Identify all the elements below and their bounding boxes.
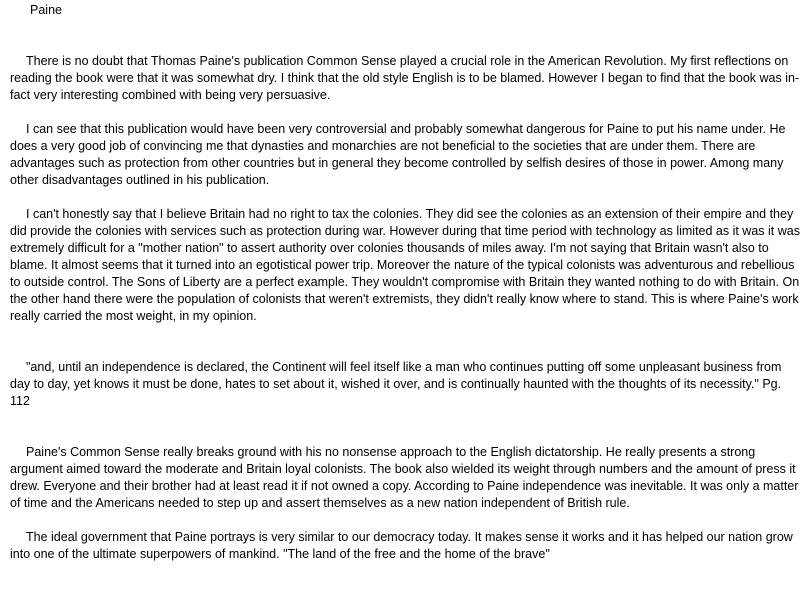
paragraph-ideal-government: The ideal government that Paine portrays is very similar to our democracy today. It makes sense it works and it has helped our nation grow into one of the ultimate superpowers of mankind. "The land of the free and the home of the brave" bbox=[10, 530, 793, 561]
paragraph-intro: There is no doubt that Thomas Paine's publication Common Sense played a crucial role in the American Revolution. My first reflections on reading the book were that it was somewhat dry. I think that the old style English is to be blamed. However I began to find that the book was in-fact very interesting combined with being very persuasive. bbox=[10, 54, 800, 102]
paragraph-taxation: I can't honestly say that I believe Britain had no right to tax the colonies. They did see the colonies as an extension of their empire and they did provide the colonies with services such as protection during war. However during that time period with technology as limited as it was it was extremely difficult for a "mother nation" to assert authority over colonies thousands of miles away. I'm not saying that Britain wasn't also to blame. It almost seems that it turned into an egotistical power trip. Moreover the nature of the typical colonists was adventurous and rebellious to outside control. The Sons of Liberty are a perfect example. They wouldn't compromise with Britain they wanted nothing to do with Britain. On the other hand there were the population of colonists that weren't extremists, they didn't really know where to stand. This is where Paine's work really carried the most weight, in my opinion. bbox=[10, 207, 800, 323]
block-quote: "and, until an independence is declared, the Continent will feel itself like a man who continues putting off some unpleasant business from day to day, yet knows it must be done, hates to set about it, wished it over, and is continually haunted with the thoughts of its necessity." Pg. 112 bbox=[10, 360, 782, 408]
document-title: Paine bbox=[30, 3, 62, 17]
paragraph-common-sense: Paine's Common Sense really breaks ground with his no nonsense approach to the English dictatorship. He really presents a strong argument aimed toward the moderate and Britain loyal colonists. The book also wielded its weight through numbers and the amount of press it drew. Everyone and their brother had at least read it if not owned a copy. According to Paine independence was inevitable. It was only a matter of time and the Americans needed to step up and assert themselves as a new nation independent of British rule. bbox=[10, 445, 799, 510]
paragraph-controversy: I can see that this publication would have been very controversial and probably somewhat dangerous for Paine to put his name under. He does a very good job of convincing me that dynasties and monarchies are not beneficial to the societies that are under them. There are advantages such as protection from other countries but in general they become controlled by selfish desires of those in power. Among many other disadvantages outlined in his publication. bbox=[10, 122, 786, 187]
